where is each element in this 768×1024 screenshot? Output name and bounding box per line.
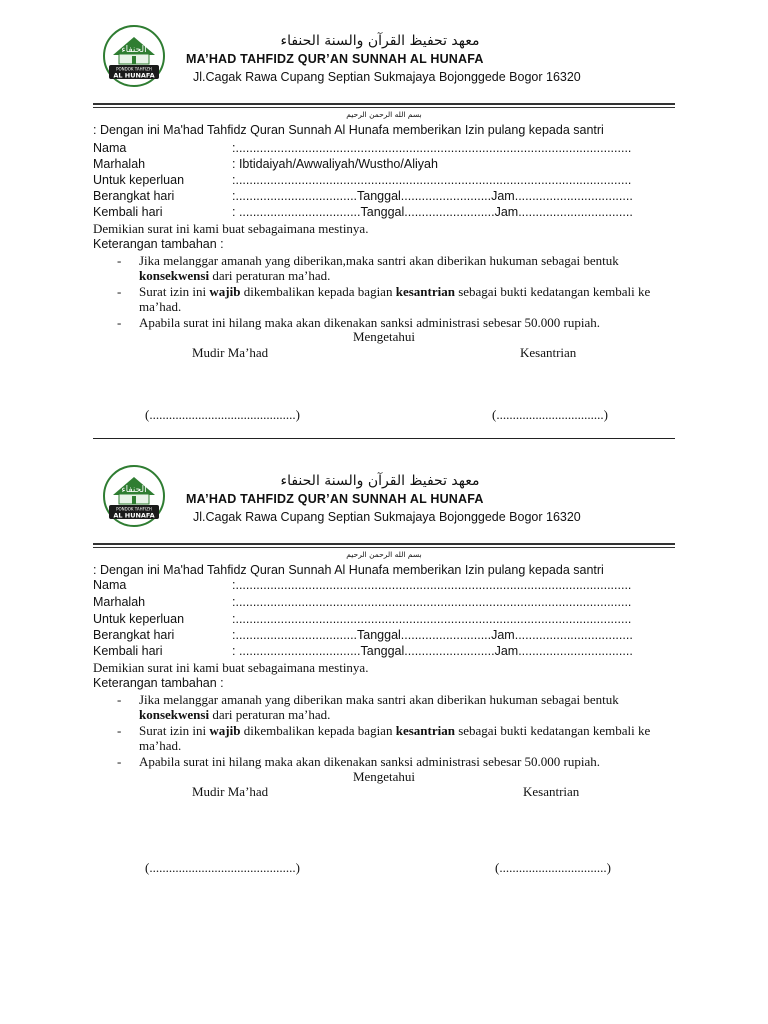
header-rule-thick [93,543,675,545]
field-value: : ...................................Tanggal..........................Jam................................. [232,644,633,658]
signatory-mudir-label: Mudir Ma’had [192,784,269,799]
notes-heading: Keterangan tambahan : [93,676,224,690]
field-value: :...................................Tanggal..........................Jam.................................. [232,628,633,642]
field-value: :.................................................................................................................. [232,595,632,609]
arabic-title: معهد تحفيظ القرآن والسنة الحنفاء [280,33,480,49]
logo-emblem-icon [103,465,165,527]
field-value: : ...................................Tanggal..........................Jam................................. [232,205,633,219]
school-address: Jl.Cagak Rawa Cupang Septian Sukmajaya Bojonggede Bogor 16320 [193,70,581,84]
field-value: : Ibtidaiyah/Awwaliyah/Wustho/Aliyah [232,157,438,171]
field-label: Marhalah [93,157,146,171]
signature-line-kesantrian: (.................................) [492,407,608,422]
bismillah: بسم الله الرحمن الرحيم [346,550,422,559]
field-value: :.................................................................................................................. [232,612,632,626]
bismillah: بسم الله الرحمن الرحيم [346,110,422,119]
intro-text: : Dengan ini Ma'had Tahfidz Quran Sunnah Al Hunafa memberikan Izin pulang kepada santri [93,123,604,137]
note-text: Jika melanggar amanah yang diberikan,maka santri akan diberikan hukuman sebagai bentuk konsekwensi dari peraturan ma’had. [139,253,619,283]
note-text: Apabila surat ini hilang maka akan dikenakan sanksi administrasi sebesar 50.000 rupiah. [139,754,601,769]
note-dash: - [117,754,122,769]
note-dash: - [117,253,122,268]
note-dash: - [117,692,122,707]
arabic-title: معهد تحفيظ القرآن والسنة الحنفاء [280,473,480,489]
school-logo [103,465,165,527]
field-label: Kembali hari [93,644,163,658]
note-text: Apabila surat ini hilang maka akan dikenakan sanksi administrasi sebesar 50.000 rupiah. [139,315,601,330]
svg-text:الحنفاء: الحنفاء [121,485,147,495]
note-text: Jika melanggar amanah yang diberikan maka santri akan diberikan hukuman sebagai bentuk konsekwensi dari peraturan ma’had. [139,692,619,722]
signatory-kesantrian-label: Kesantrian [520,345,577,360]
note-dash: - [117,723,122,738]
header-rule-thick [93,103,675,105]
signature-line-kesantrian: (.................................) [495,860,611,875]
school-logo [103,25,165,87]
field-value: :.................................................................................................................. [232,141,632,155]
header-rule-thin [93,107,675,108]
school-address: Jl.Cagak Rawa Cupang Septian Sukmajaya Bojonggede Bogor 16320 [193,510,581,524]
acknowledged-label: Mengetahui [352,329,416,344]
svg-text:PONDOK TAHFIZH: PONDOK TAHFIZH [116,506,152,512]
note-text: Surat izin ini wajib dikembalikan kepada bagian kesantrian sebagai bukti kedatangan kembali ke ma’had. [139,284,651,314]
note-dash: - [117,284,122,299]
field-label: Untuk keperluan [93,612,185,626]
notes-heading: Keterangan tambahan : [93,237,224,251]
acknowledged-label: Mengetahui [352,769,416,784]
field-label: Nama [93,141,127,155]
note-text: Surat izin ini wajib dikembalikan kepada bagian kesantrian sebagai bukti kedatangan kembali ke ma’had. [139,723,651,753]
field-label: Untuk keperluan [93,173,185,187]
field-label: Kembali hari [93,205,163,219]
cut-separator [93,438,675,439]
field-label: Nama [93,578,127,592]
svg-text:الحنفاء: الحنفاء [121,45,147,55]
field-value: :.................................................................................................................. [232,173,632,187]
signature-line-mudir: (.............................................) [145,407,300,422]
closing-statement: Demikian surat ini kami buat sebagaimana mestinya. [93,660,369,675]
field-value: :.................................................................................................................. [232,578,632,592]
field-label: Berangkat hari [93,189,175,203]
field-label: Marhalah [93,595,146,609]
signature-line-mudir: (.............................................) [145,860,300,875]
note-dash: - [117,315,122,330]
field-value: :...................................Tanggal..........................Jam.................................. [232,189,633,203]
closing-statement: Demikian surat ini kami buat sebagaimana mestinya. [93,221,369,236]
svg-text:AL HUNAFA: AL HUNAFA [113,511,155,520]
svg-text:PONDOK TAHFIZH: PONDOK TAHFIZH [116,66,152,72]
field-label: Berangkat hari [93,628,175,642]
svg-text:AL HUNAFA: AL HUNAFA [113,71,155,80]
header-rule-thin [93,547,675,548]
signatory-mudir-label: Mudir Ma’had [192,345,269,360]
school-name: MA’HAD TAHFIDZ QUR’AN SUNNAH AL HUNAFA [186,52,484,66]
intro-text: : Dengan ini Ma'had Tahfidz Quran Sunnah Al Hunafa memberikan Izin pulang kepada santri [93,563,604,577]
signatory-kesantrian-label: Kesantrian [523,784,580,799]
school-name: MA’HAD TAHFIDZ QUR’AN SUNNAH AL HUNAFA [186,492,484,506]
logo-emblem-icon [103,25,165,87]
